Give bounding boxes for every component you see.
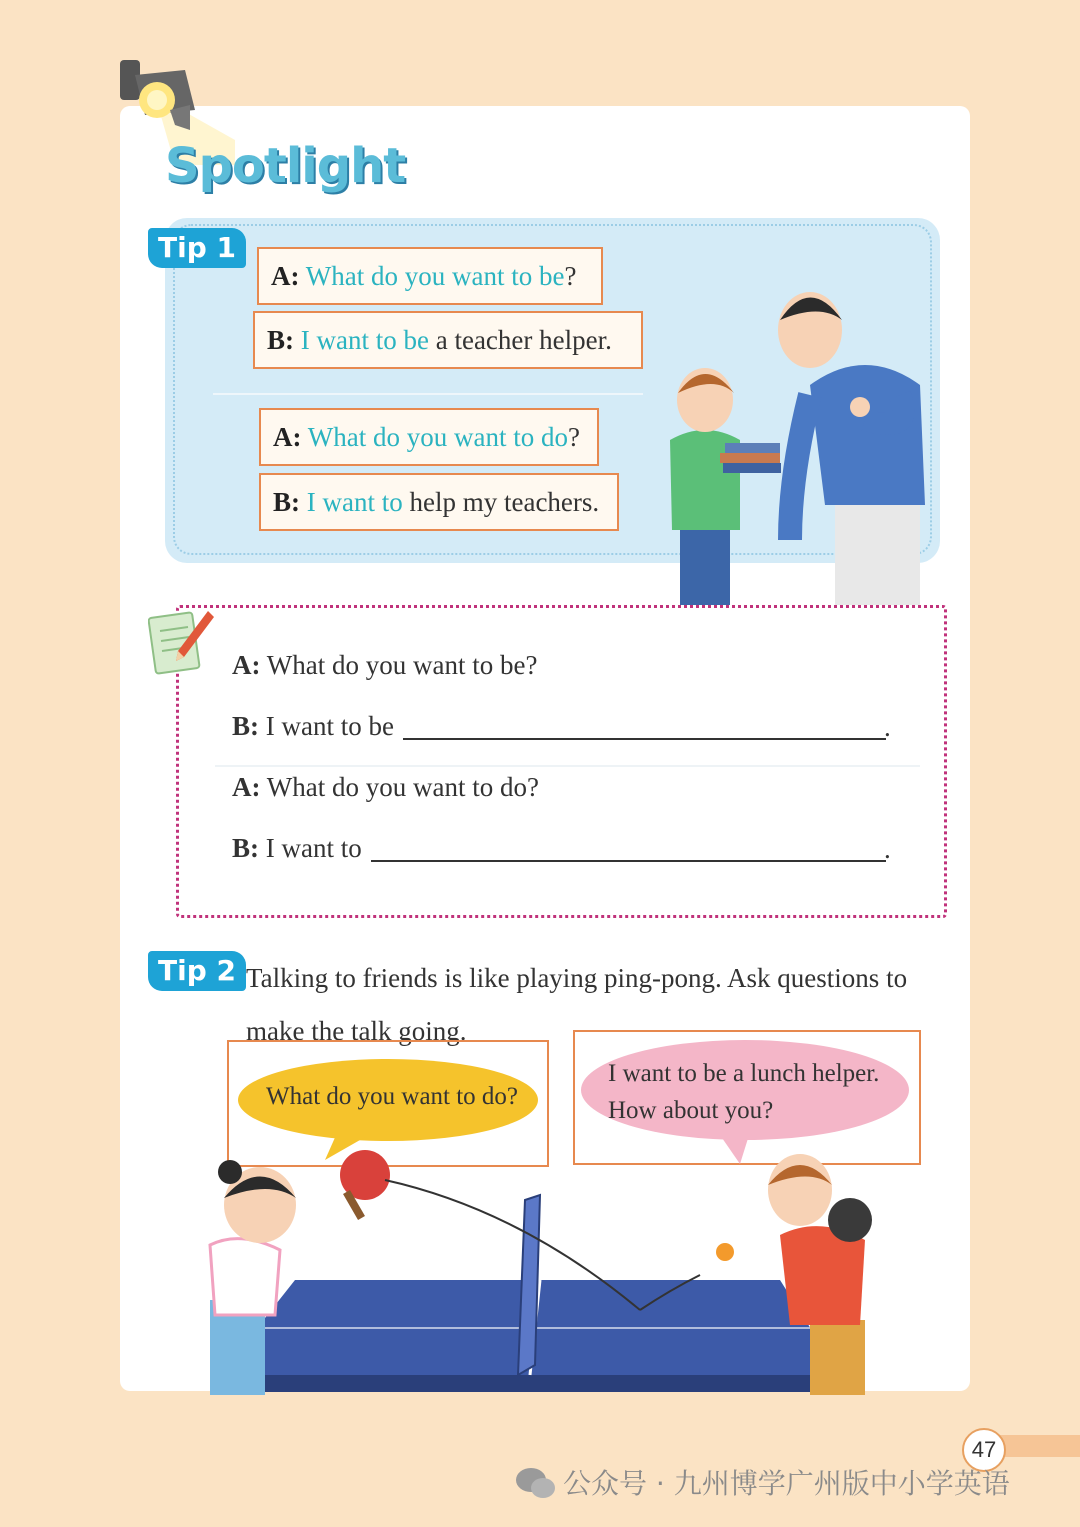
- speaker-label: B:: [267, 325, 294, 355]
- speaker-label: B:: [232, 833, 259, 863]
- answer-blank-1[interactable]: [403, 738, 886, 740]
- bubble-right-line-1: I want to be a lunch helper.: [608, 1060, 880, 1087]
- tip2-text: Talking to friends is like playing ping-pong. Ask questions to make the talk going.: [246, 963, 908, 1046]
- highlight-text: I want to: [306, 487, 403, 517]
- practice-line-1: [232, 650, 537, 681]
- practice-text: I want to: [265, 833, 362, 863]
- practice-text: I want to be: [265, 711, 394, 741]
- dialog-text: a teacher helper.: [428, 325, 612, 355]
- bubble-left-text: What do you want to do?: [266, 1083, 519, 1110]
- tip2-tag: Tip 2: [148, 951, 246, 991]
- bubble-right-text: [608, 1055, 879, 1129]
- practice-line-2: [232, 711, 394, 742]
- tip1-divider: [213, 393, 643, 395]
- period: .: [884, 834, 891, 864]
- practice-line-4: [232, 833, 362, 864]
- speaker-label: A:: [271, 261, 300, 291]
- practice-text: What do you want to be?: [266, 650, 538, 680]
- speaker-label: B:: [273, 487, 300, 517]
- page-title: Spotlight: [165, 138, 406, 194]
- speaker-label: A:: [232, 650, 261, 680]
- dialog-text: ?: [564, 261, 577, 291]
- ping-pong-illustration: [200, 1150, 920, 1395]
- highlight-text: What do you want to do: [307, 422, 568, 452]
- period: .: [884, 712, 891, 742]
- bubble-right-line-2: How about you?: [608, 1097, 774, 1124]
- page-number: 47: [962, 1428, 1006, 1472]
- tip1-tag: Tip 1: [148, 228, 246, 268]
- practice-line-3: [232, 772, 539, 803]
- dialog-text: ?: [567, 422, 580, 452]
- wechat-icon: [515, 1466, 557, 1500]
- tip1-dialog-1: [257, 247, 603, 305]
- page-tab: [995, 1435, 1080, 1457]
- tip1-dialog-4: [259, 473, 619, 531]
- speaker-label: A:: [273, 422, 302, 452]
- watermark-text: 公众号 · 九州博学广州版中小学英语: [563, 1467, 1010, 1500]
- highlight-text: What do you want to be: [305, 261, 565, 291]
- speaker-label: B:: [232, 711, 259, 741]
- practice-text: What do you want to do?: [266, 772, 539, 802]
- speaker-label: A:: [232, 772, 261, 802]
- practice-divider: [215, 765, 920, 767]
- highlight-text: I want to be: [300, 325, 429, 355]
- answer-blank-2[interactable]: [371, 860, 886, 862]
- tip1-dialog-3: [259, 408, 599, 466]
- notepad-pencil-icon: [148, 605, 218, 677]
- teacher-student-illustration: [650, 275, 940, 605]
- dialog-text: help my teachers.: [402, 487, 600, 517]
- tip1-dialog-2: [253, 311, 643, 369]
